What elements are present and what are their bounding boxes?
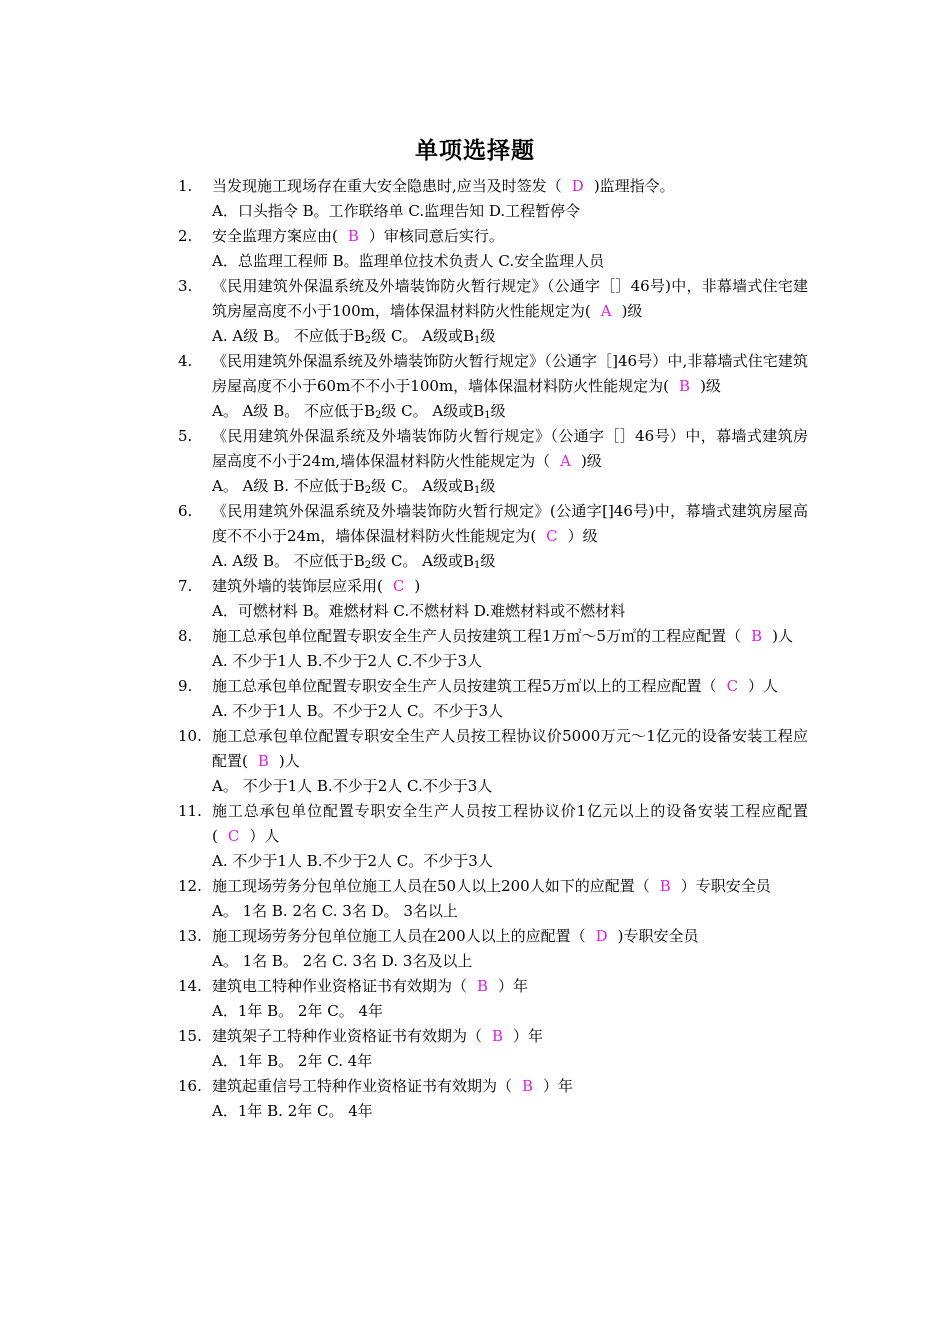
question-options: A．可燃材料 B。难燃材料 C.不燃材料 D.难燃材料或不燃材料 xyxy=(212,602,626,620)
question-stem xyxy=(212,799,808,849)
option-subscript: 2 xyxy=(364,560,372,571)
question-stem-text: 建筑外墙的装饰层应采用( xyxy=(212,577,383,595)
question-stem-tail: ）年 xyxy=(543,1077,574,1095)
option-subscript: 1 xyxy=(474,335,481,346)
question-item xyxy=(178,674,808,724)
question-stem-text: 建筑架子工特种作业资格证书有效期为（ xyxy=(212,1027,483,1045)
question-options xyxy=(212,549,808,574)
question-stem xyxy=(212,499,808,549)
question-number: 7. xyxy=(178,577,193,595)
question-stem-tail: ）年 xyxy=(498,977,529,995)
question-options: A．1年 B. 2年 C。 4年 xyxy=(212,1102,373,1120)
answer-letter: D xyxy=(571,177,584,195)
answer-letter: A xyxy=(600,302,612,320)
question-number: 2. xyxy=(178,227,193,245)
question-stem-tail: )监理指令。 xyxy=(593,177,675,195)
question-item xyxy=(178,799,808,874)
question-stem xyxy=(212,924,808,949)
question-stem xyxy=(212,624,808,649)
option-subscript: 2 xyxy=(364,335,372,346)
question-number: 8. xyxy=(178,627,193,645)
question-number: 3. xyxy=(178,277,193,295)
question-stem-text: 施工总承包单位配置专职安全生产人员按工程协议价5000万元～1亿元的设备安装工程应配置( xyxy=(212,727,808,770)
question-stem-text: 《民用建筑外保温系统及外墙装饰防火暂行规定》（公通字［］46号)中，非幕墙式住宅建筑房屋高度不小于100m，墙体保温材料防火性能规定为( xyxy=(212,277,808,320)
question-stem-tail: )人 xyxy=(772,627,793,645)
option-subscript: 1 xyxy=(474,560,481,571)
question-options: A. 不少于1人 B.不少于2人 C.不少于3人 xyxy=(212,652,483,670)
question-item xyxy=(178,274,808,349)
answer-letter: B xyxy=(477,977,489,995)
question-options: A. 不少于1人 B.不少于2人 C。不少于3人 xyxy=(212,852,493,870)
question-stem-tail: ）年 xyxy=(513,1027,544,1045)
question-item xyxy=(178,424,808,499)
option-text: 级 C。 A级或B xyxy=(371,552,475,570)
question-number: 15. xyxy=(178,1027,202,1045)
question-stem-text: 《民用建筑外保温系统及外墙装饰防火暂行规定》(公通字[]46号)中，幕墙式建筑房屋高度不不小于24m，墙体保温材料防火性能规定为( xyxy=(212,502,808,545)
question-options: A。 不少于1人 B.不少于2人 C.不少于3人 xyxy=(212,777,493,795)
question-item xyxy=(178,874,808,924)
option-text: A。 A级 B. 不应低于B xyxy=(212,477,365,495)
question-stem-tail: )专职安全员 xyxy=(617,927,699,945)
question-item xyxy=(178,499,808,574)
question-options: A。 1名 B。 2名 C. 3名 D. 3名及以上 xyxy=(212,952,473,970)
question-stem-text: 施工总承包单位配置专职安全生产人员按建筑工程5万㎡以上的工程应配置（ xyxy=(212,677,717,695)
question-item xyxy=(178,224,808,274)
question-options: A．口头指令 B。工作联络单 C.监理告知 D.工程暂停令 xyxy=(212,202,581,220)
option-text: A. A级 B。 不应低于B xyxy=(212,552,365,570)
question-stem xyxy=(212,1024,808,1049)
question-options: A．总监理工程师 B。监理单位技术负责人 C.安全监理人员 xyxy=(212,252,605,270)
question-number: 6. xyxy=(178,502,193,520)
answer-letter: B xyxy=(347,227,359,245)
question-stem-text: 施工现场劳务分包单位施工人员在200人以上的应配置（ xyxy=(212,927,586,945)
answer-letter: A xyxy=(560,452,571,470)
answer-letter: C xyxy=(392,577,405,595)
question-stem xyxy=(212,674,808,699)
question-list xyxy=(178,174,808,1124)
question-stem xyxy=(212,224,808,249)
question-stem xyxy=(212,974,808,999)
question-stem xyxy=(212,1074,808,1099)
question-stem-tail: ) xyxy=(414,577,421,595)
question-options: A．1年 B。 2年 C。 4年 xyxy=(212,1002,384,1020)
question-stem-text: 施工现场劳务分包单位施工人员在50人以上200人如下的应配置（ xyxy=(212,877,650,895)
question-number: 5. xyxy=(178,427,193,445)
question-item xyxy=(178,724,808,799)
answer-letter: B xyxy=(659,877,671,895)
question-stem xyxy=(212,874,808,899)
question-number: 1. xyxy=(178,177,193,195)
option-subscript: 2 xyxy=(375,410,382,421)
option-text: 级 C。 A级或B xyxy=(381,402,485,420)
option-subscript: 1 xyxy=(474,485,481,496)
question-stem xyxy=(212,724,808,774)
question-stem-tail: )级 xyxy=(580,452,602,470)
question-stem-tail: ）人 xyxy=(249,827,280,845)
question-options xyxy=(212,324,808,349)
answer-letter: B xyxy=(679,377,691,395)
question-stem xyxy=(212,574,808,599)
option-text: A. A级 B。 不应低于B xyxy=(212,327,365,345)
question-stem-text: 建筑起重信号工特种作业资格证书有效期为（ xyxy=(212,1077,513,1095)
question-stem-text: 当发现施工现场存在重大安全隐患时,应当及时签发（ xyxy=(212,177,562,195)
option-text: 级 C。 A级或B xyxy=(371,327,475,345)
question-item xyxy=(178,1074,808,1124)
question-stem-tail: )人 xyxy=(278,752,300,770)
question-stem xyxy=(212,174,808,199)
answer-letter: B xyxy=(492,1027,504,1045)
question-stem-tail: ）专职安全员 xyxy=(680,877,771,895)
answer-letter: B xyxy=(751,627,763,645)
answer-letter: B xyxy=(257,752,269,770)
question-item xyxy=(178,174,808,224)
question-stem-tail: ）审核同意后实行。 xyxy=(368,227,504,245)
question-stem-text: 安全监理方案应由( xyxy=(212,227,338,245)
question-item xyxy=(178,924,808,974)
question-stem-tail: ）级 xyxy=(567,527,598,545)
question-number: 11. xyxy=(178,802,202,820)
question-stem xyxy=(212,349,808,399)
question-number: 14. xyxy=(178,977,202,995)
option-text: 级 xyxy=(480,327,496,345)
question-options: A。 1名 B. 2名 C. 3名 D。 3名以上 xyxy=(212,902,458,920)
page-title: 单项选择题 xyxy=(415,137,535,164)
question-options xyxy=(212,399,808,424)
question-stem-text: 施工总承包单位配置专职安全生产人员按建筑工程1万㎡～5万㎡的工程应配置（ xyxy=(212,627,742,645)
question-options xyxy=(212,474,808,499)
question-stem-text: 《民用建筑外保温系统及外墙装饰防火暂行规定》（公通字［]46号）中,非幕墙式住宅建筑房屋高度不小于60m不不小于100m，墙体保温材料防火性能规定为( xyxy=(212,352,808,395)
question-stem-tail: )级 xyxy=(621,302,643,320)
question-stem-tail: ）人 xyxy=(748,677,779,695)
question-stem-tail: )级 xyxy=(700,377,721,395)
option-text: 级 xyxy=(480,477,496,495)
question-stem-text: 《民用建筑外保温系统及外墙装饰防火暂行规定》（公通字［］46号）中，幕墙式建筑房屋高度不小于24m,墙体保温材料防火性能规定为（ xyxy=(212,427,808,470)
option-text: 级 C。 A级或B xyxy=(371,477,475,495)
question-number: 13. xyxy=(178,927,202,945)
question-number: 9. xyxy=(178,677,193,695)
question-number: 10. xyxy=(178,727,202,745)
question-stem xyxy=(212,274,808,324)
option-subscript: 2 xyxy=(364,485,372,496)
option-text: A。 A级 B。 不应低于B xyxy=(212,402,376,420)
question-number: 4. xyxy=(178,352,193,370)
option-text: 级 xyxy=(490,402,506,420)
question-item xyxy=(178,574,808,624)
question-item xyxy=(178,624,808,674)
option-subscript: 1 xyxy=(484,410,491,421)
answer-letter: C xyxy=(726,677,739,695)
answer-letter: C xyxy=(546,527,558,545)
question-stem-text: 施工总承包单位配置专职安全生产人员按工程协议价1亿元以上的设备安装工程应配置( xyxy=(212,802,808,845)
answer-letter: D xyxy=(595,927,608,945)
question-number: 12. xyxy=(178,877,202,895)
question-item xyxy=(178,1024,808,1074)
option-text: 级 xyxy=(480,552,496,570)
question-item xyxy=(178,349,808,424)
question-options: A．1年 B。 2年 C. 4年 xyxy=(212,1052,373,1070)
question-item xyxy=(178,974,808,1024)
answer-letter: B xyxy=(522,1077,534,1095)
question-options: A. 不少于1人 B。不少于2人 C。不少于3人 xyxy=(212,702,504,720)
answer-letter: C xyxy=(227,827,240,845)
question-number: 16. xyxy=(178,1077,202,1095)
question-stem-text: 建筑电工特种作业资格证书有效期为（ xyxy=(212,977,468,995)
question-stem xyxy=(212,424,808,474)
